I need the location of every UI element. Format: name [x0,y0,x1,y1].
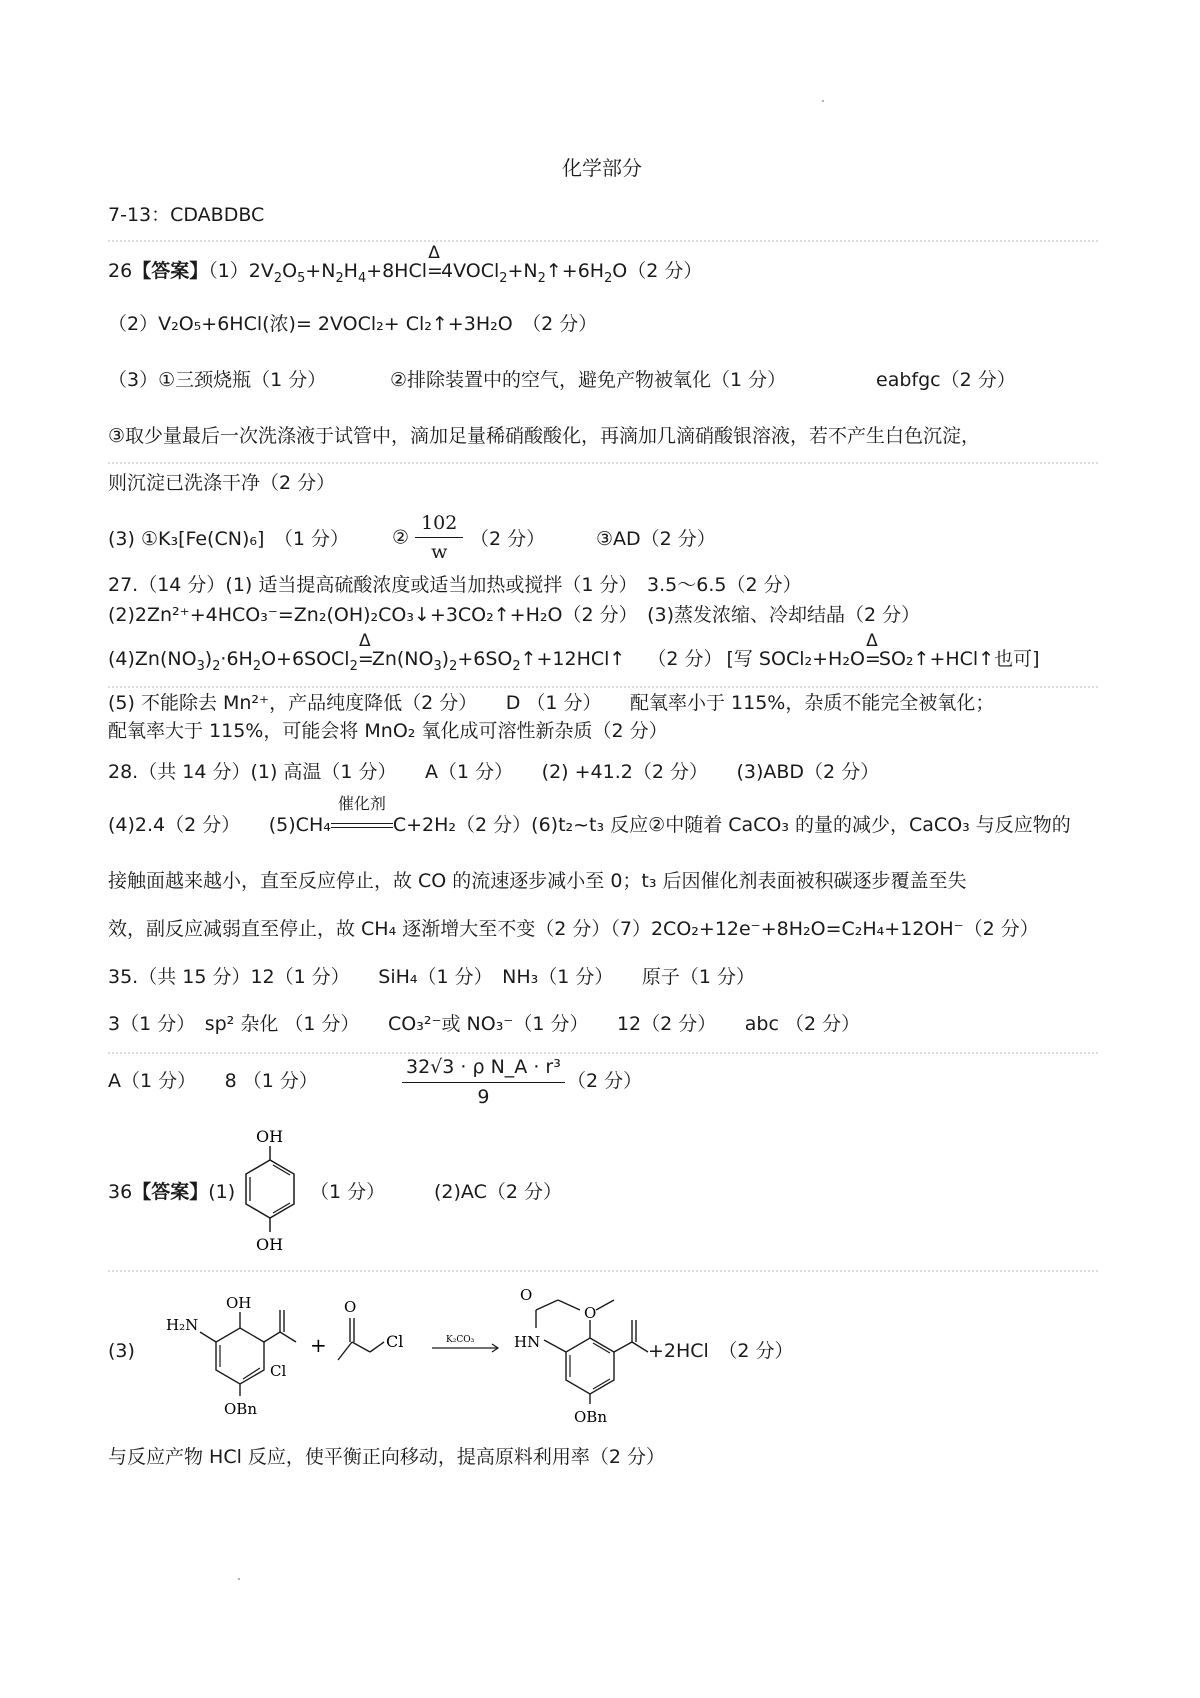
r1-oh-label: OH [226,1294,252,1312]
q26-answer-tag: 【答案】 [132,260,209,282]
q36-p1-label: (1) [208,1181,236,1203]
q36-p2: (2)AC（2 分） [434,1181,562,1203]
q27-line1: 27.（14 分）(1) 适当提高硫酸浓度或适当加热或搅拌（1 分） 3.5～6.5（2 分） [108,574,802,596]
q26-p1-label: （1） [208,260,249,282]
answers-7-13: 7-13：CDABDBC [108,204,265,226]
q36-p1-score: （1 分） [310,1181,386,1203]
q36-number: 36 [108,1181,133,1203]
q26-part4-c: ③AD（2 分） [596,528,716,550]
divider [108,240,1098,242]
q36-p3-tail: +2HCl （2 分） [648,1340,794,1362]
q28-line3: 接触面越来越小，直至反应停止，故 CO 的流速逐步减小至 0；t₃ 后因催化剂表面被积碳逐步覆盖至失 [108,870,967,892]
reactant-aminophenol [166,1294,296,1418]
q27-line5a: (5) 不能除去 Mn²⁺，产品纯度降低（2 分） D （1 分） 配氧率小于 115%，杂质不能完全被氧化； [108,692,995,714]
q35-line2: 3（1 分） sp² 杂化 （1 分） CO₃²⁻或 NO₃⁻（1 分） 12（2 分） abc （2 分） [108,1013,861,1035]
p-nh-label: HN [514,1333,541,1351]
q26-number: 26 [108,260,133,282]
oh-bottom-label: OH [256,1235,284,1254]
r1-nh2-label: H₂N [166,1316,199,1334]
scan-dot [822,100,824,102]
density-fraction [402,1056,565,1109]
q27-p4-note-post: SO₂↑+HCl↑也可] [878,648,1040,670]
r2-cl1-label: Cl [270,1362,287,1380]
r2-o-label: O [344,1298,357,1316]
q26-part3-3a: ③取少量最后一次洗涤液于试管中，滴加足量稀硝酸酸化，再滴加几滴硝酸银溶液，若不产生白色沉淀， [108,425,981,447]
divider [108,1270,1098,1272]
q26-fraction [415,512,463,564]
q35-formula-score: （2 分） [567,1070,643,1092]
q27-line4: $(4)Zn(NO_3)_2\cdot 6H_2O+6SOCl_2$ Δ $=Zn(NO_3)_2+6SO_2↑+12HCl↑$ （2 分） [写 SOCl₂+H₂O Δ =SO₂↑+HCl↑也可] [108,631,1040,674]
q26-part4-marker: ② [392,526,410,549]
page-title: 化学部分 [562,156,642,180]
q36-line1 [108,1181,235,1204]
p-carbonyl-o-label: O [520,1286,533,1304]
q35-formula [402,1056,565,1109]
q26-part4-score: （2 分） [470,528,546,550]
q27-p4-equation: $(4)Zn(NO_3)_2\cdot 6H_2O+6SOCl_2$ Δ $=Zn(NO_3)_2+6SO_2↑+12HCl↑$ [108,631,626,674]
r1-obn-label: OBn [224,1400,257,1418]
q28-line4: 效，副反应减弱直至停止，故 CH₄ 逐渐增大至不变（2 分）（7）2CO₂+12e⁻+8H₂O=C₂H₄+12OH⁻（2 分） [108,918,1039,940]
fraction-numerator: 102 [415,512,463,538]
q26-part3-c: eabfgc（2 分） [876,369,1016,391]
r2-cl2-label: Cl [386,1332,404,1351]
reaction-arrow [432,1335,498,1352]
q27-line2: (2)2Zn²⁺+4HCO₃⁻=Zn₂(OH)₂CO₃↓+3CO₂↑+H₂O（2 分） (3)蒸发浓缩、冷却结晶（2 分） [108,604,921,626]
svg-text:+: + [310,1333,327,1357]
q26-line1 [108,243,703,286]
formula-numerator: 32√3 · ρ N_A · r³ [402,1056,565,1083]
q36-p3-label: (3) [108,1340,135,1362]
q27-line5b: 配氧率大于 115%，可能会将 MnO₂ 氧化成可溶性新杂质（2 分） [108,720,668,742]
p-ring-o-label: O [584,1304,597,1322]
divider [108,462,1098,464]
q26-part3-3b: 则沉淀已洗涤干净（2 分） [108,472,336,494]
scan-dot [238,1578,240,1580]
q28-p4-p5: (4)2.4（2 分） (5)CH₄ [108,814,331,836]
fraction-denominator: w [431,540,448,563]
q36-answer-tag: 【答案】 [132,1181,209,1203]
q26-part4-b [392,512,463,564]
q27-p4-score: （2 分） [647,648,723,670]
q26-part4-a: (3) ①K₃[Fe(CN)₆] （1 分） [108,528,350,550]
q28-p5-p6: C+2H₂（2 分）(6)t₂~t₃ 反应②中随着 CaCO₃ 的量的减少，CaCO₃ 与反应物的 [392,814,1071,836]
q26-part3-a: （3）①三颈烧瓶（1 分） [108,369,327,391]
p-obn-label: OBn [574,1408,607,1426]
oh-top-label: OH [256,1127,284,1146]
divider [108,686,1098,688]
hydroquinone-structure [228,1126,318,1256]
product-benzoxazinone [514,1286,648,1426]
q36-last-line: 与反应产物 HCl 反应，使平衡正向移动，提高原料利用率（2 分） [108,1446,666,1468]
q26-part2: （2）V₂O₅+6HCl(浓)= 2VOCl₂+ Cl₂↑+3H₂O （2 分） [108,313,598,335]
formula-denominator: 9 [477,1085,490,1108]
divider [108,1052,1098,1054]
reagent-label: K₂CO₃ [446,1335,475,1345]
q27-p4-note-pre: [写 SOCl₂+H₂O [726,648,865,670]
q35-line3: A（1 分） 8 （1 分） [108,1070,318,1092]
q28-line1: 28.（共 14 分）(1) 高温（1 分） A（1 分） (2) +41.2（2 分） (3)ABD（2 分） [108,761,880,783]
q26-p1-equation: $2V_2O_5+N_2H_4+8HCl$ Δ $=4VOCl_2+N_2↑+6H_2O(2$ 分） [248,243,703,286]
q26-part3-b: ②排除装置中的空气，避免产物被氧化（1 分） [390,369,787,391]
catalyst-label: 催化剂 [337,794,386,813]
q28-line2 [108,794,1071,837]
q35-line1: 35.（共 15 分）12（1 分） SiH₄（1 分） NH₃（1 分） 原子（1 分） [108,966,756,988]
